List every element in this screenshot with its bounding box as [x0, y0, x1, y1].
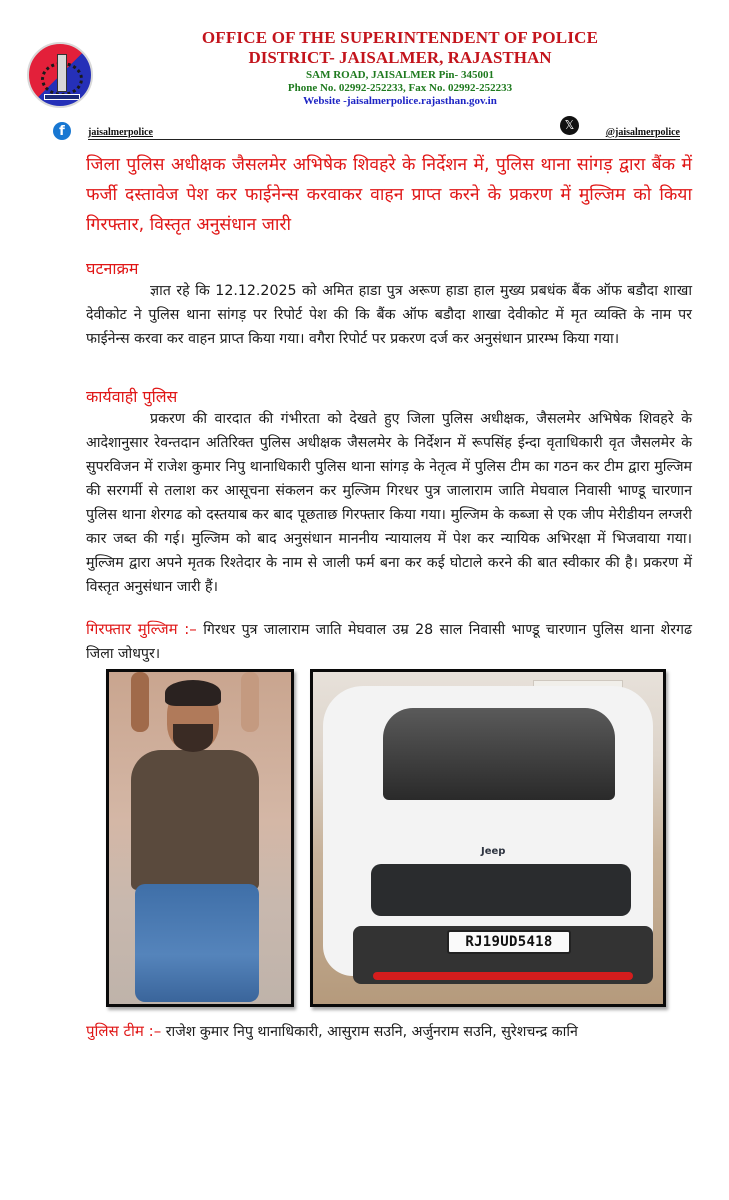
police-emblem-logo — [27, 42, 93, 108]
car-windshield — [383, 708, 615, 800]
car-body — [323, 686, 653, 976]
social-row — [50, 120, 690, 142]
office-website[interactable]: Website -jaisalmerpolice.rajasthan.gov.in — [303, 95, 497, 107]
seized-car-photo — [310, 669, 666, 1007]
car-grille — [371, 864, 631, 916]
police-action-text: प्रकरण की वारदात की गंभीरता को देखते हुए जिला पुलिस अधीक्षक, जैसलमेर अभिषेक शिवहरे के आदेशानुसार रेवन्तदान अतिरिक्त पुलिस अधीक्षक जैसलमेर के निर्देशन में रूपसिंह ईन्दा वृताधिकारी वृत जैसलमेर के सुपरविजन में राजेश कुमार निपु थानाधिकारी पुलिस थाना सांगड़ के नेतृत्व में पुलिस टीम का गठन कर टीम द्वारा मुल्जिम की सरगर्मी से तलाश कर आसूचना संकलन कर मुल्जिम गिरधर पुत्र जालाराम जाति मेघवाल निवासी भाण्डू चारणान पुलिस थाना शेरगढ को दस्तयाब कर बाद पूछताछ गिरफ्तार किया गया। मुल्जिम के कब्जा से एक जीप मेरीडीयन लग्जरी कार जब्त की गई। मुल्जिम को बाद अनुसंधान माननीय न्यायालय में पेश कर न्यायिक अभिरक्षा में भिजवाया गया। मुल्जिम द्वारा अपने मृतक रिश्तेदार के नाम से जाली फर्म बना कर कई घोटाले करने की बात स्वीकार की है। प्रकरण में विस्तृत अनुसंधान जारी हैं। — [86, 411, 692, 595]
accused-photo — [106, 669, 294, 1007]
x-handle[interactable]: @jaisalmerpolice — [605, 127, 680, 138]
incident-body — [86, 279, 692, 351]
escort-arm-right — [241, 672, 259, 732]
car-red-lip — [373, 972, 633, 980]
office-phone-fax: Phone No. 02992-252233, Fax No. 02992-252233 — [287, 82, 513, 94]
x-twitter-icon[interactable]: 𝕏 — [560, 116, 579, 135]
facebook-icon[interactable]: f — [53, 122, 71, 140]
accused-jeans — [135, 884, 259, 1002]
accused-hair — [165, 680, 221, 706]
emblem-pillar — [57, 54, 67, 92]
facebook-handle[interactable]: jaisalmerpolice — [88, 127, 153, 138]
office-title: OFFICE OF THE SUPERINTENDENT OF POLICE — [201, 28, 599, 47]
district-title: DISTRICT- JAISALMER, RAJASTHAN — [248, 48, 552, 67]
car-brand-badge: Jeep — [481, 846, 506, 857]
police-action-heading: कार्यवाही पुलिस — [86, 387, 178, 406]
accused-beard — [173, 724, 213, 752]
office-address: SAM ROAD, JAISALMER Pin- 345001 — [306, 69, 494, 81]
header-divider — [88, 139, 680, 140]
incident-text: ज्ञात रहे कि 12.12.2025 को अमित हाडा पुत्र अरूण हाडा हाल मुख्य प्रबधंक बैंक ऑफ बडौदा शाखा देवीकोट ने पुलिस थाना सांगड़ पर रिपोर्ट पेश की कि बैंक ऑफ बडौदा शाखा देवीकोट में मृत व्यक्ति के नाम पर फाईनेन्स करवा कर वाहन प्राप्त किया गया। वगैरा रिपोर्ट पर प्रकरण दर्ज कर अनुसंधान प्रारम्भ किया गया। — [86, 283, 692, 347]
arrested-details: गिरधर पुत्र जालाराम जाति मेघवाल उम्र 28 साल निवासी भाण्डू चारणान पुलिस थाना शेरगढ जिला जोधपुर। — [86, 622, 692, 662]
arrested-label: गिरफ्तार मुल्जिम :– — [86, 620, 197, 638]
car-number-plate: RJ19UD5418 — [447, 930, 571, 954]
arrested-accused — [86, 617, 692, 666]
emblem-band — [44, 94, 80, 100]
press-release-title: जिला पुलिस अधीक्षक जैसलमेर अभिषेक शिवहरे के निर्देशन में, पुलिस थाना सांगड़ द्वारा बैंक में फर्जी दस्तावेज पेश कर फाईनेन्स करवाकर वाहन प्राप्त करने के प्रकरण में मुल्जिम को किया गिरफ्तार, विस्तृत अनुसंधान जारी — [86, 155, 692, 235]
team-label: पुलिस टीम :– — [86, 1022, 162, 1040]
police-team — [86, 1019, 692, 1044]
accused-shirt — [131, 750, 259, 890]
team-members: राजेश कुमार निपु थानाधिकारी, आसुराम सउनि, अर्जुनराम सउनि, सुरेशचन्द्र कानि — [165, 1024, 578, 1040]
incident-heading: घटनाक्रम — [86, 259, 139, 278]
escort-arm-left — [131, 672, 149, 732]
police-action-body — [86, 407, 692, 599]
